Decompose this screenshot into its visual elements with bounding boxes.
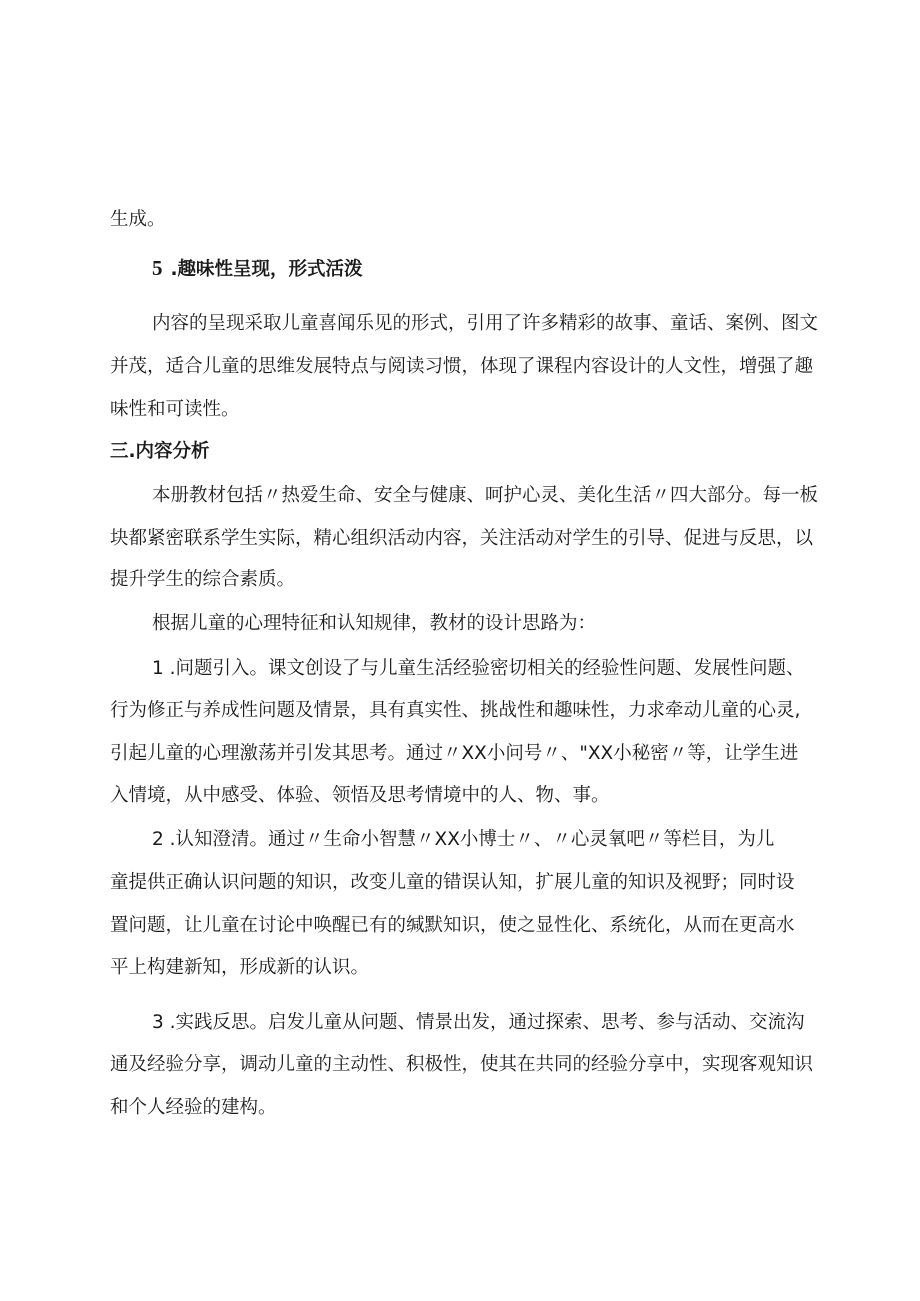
text-line: 本册教材包括〃热爱生命、安全与健康、呵护心灵、美化生活〃四大部分。每一板	[152, 485, 819, 506]
text-line: 置问题，让儿童在讨论中唤醒已有的缄默知识，使之显性化、系统化，从而在更高水	[110, 915, 795, 936]
text-line: 提升学生的综合素质。	[110, 569, 296, 590]
text-line: 平上构建新知，形成新的认识。	[110, 957, 370, 978]
text-line: 生成。	[110, 209, 166, 230]
text-line: 行为修正与养成性问题及情景，具有真实性、挑战性和趣味性，力求牵动儿童的心灵,	[110, 700, 801, 721]
text-line: 引起儿童的心理激荡并引发其思考。通过〃XX小问号〃、"XX小秘密〃等，让学生进	[110, 743, 799, 764]
text-line: 块都紧密联系学生实际，精心组织活动内容，关注活动对学生的引导、促进与反思，以	[110, 528, 814, 549]
section-heading-3: 三.内容分析	[110, 441, 210, 462]
heading-text: .趣味性呈现，形式活泼	[170, 259, 363, 280]
text-line: 2 .认知澄清。通过〃生命小智慧〃XX小博士〃、〃心灵氧吧〃等栏目，为儿	[152, 829, 775, 850]
text-line: 根据儿童的心理特征和认知规律，教材的设计思路为：	[152, 613, 597, 634]
text-line: 童提供正确认识问题的知识，改变儿童的错误认知，扩展儿童的知识及视野；同时设	[110, 872, 795, 893]
text-line: 并茂，适合儿童的思维发展特点与阅读习惯，体现了课程内容设计的人文性，增强了趣	[110, 356, 814, 377]
text-line: 和个人经验的建构。	[110, 1097, 277, 1118]
section-heading-5	[152, 256, 363, 282]
heading-number: 5	[152, 256, 163, 280]
text-line: 味性和可读性。	[110, 399, 240, 420]
text-line: 入情境，从中感受、体验、领悟及思考情境中的人、物、事。	[110, 785, 610, 806]
text-line: 1 .问题引入。课文创设了与儿童生活经验密切相关的经验性问题、发展性问题、	[152, 658, 805, 679]
text-line: 通及经验分享，调动儿童的主动性、积极性，使其在共同的经验分享中，实现客观知识	[110, 1054, 814, 1075]
text-line: 3 .实践反思。启发儿童从问题、情景出发，通过探索、思考、参与活动、交流沟	[152, 1012, 805, 1033]
text-line: 内容的呈现采取儿童喜闻乐见的形式，引用了许多精彩的故事、童话、案例、图文	[152, 313, 819, 334]
